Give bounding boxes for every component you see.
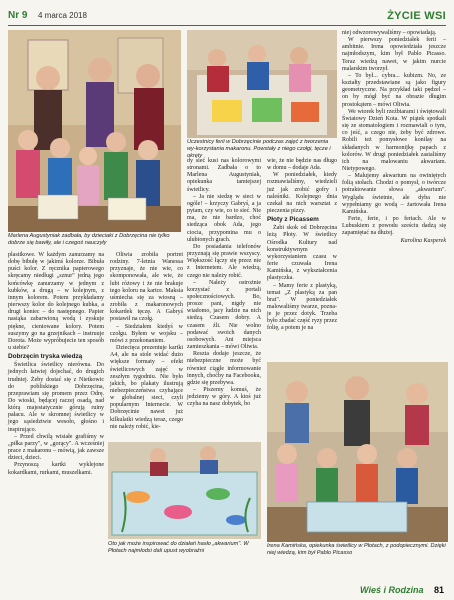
article-column-5 [342,30,446,360]
article-paragraph: W pierwszy poniedziałek ferii – ambitnie. Irena opowiedziała jeszcze najmłodszym, kim był Pablo Picasso. Teraz wiedzą nawet, w jakim nurcie malarskim tworzył. [342,37,446,72]
article-paragraph: Ferie, ferie, i po feriach. Ale w Lubuskiem z powodu sześciu dadzą się zapamiętać na dłużej. [342,216,446,237]
article-paragraph: W poniedziałek, kiedy rozmawialiśmy, wiedzieli już jak zrobić gofry i naleśniki. Kolejnego dnia czekał na nich warsztat z pieczenia pizzy. [267,172,337,215]
section-heading-dobrzecin: Dobrzęcin tryska wiedzą [8,353,83,361]
article-paragraph: We wtorek byli rzeźbiarami i świętowali Światowy Dzień Kota. W piątek spotkali się ze stomatologiem i rozmawiali o tym, co jeść, a czego nie, żeby być zdrowe. Robili też pomysłowe konilay na składanych w harmonijkę papach z kolorów. W drugi poniedziałek zastaliśmy ich na malowaniu akwariam. Nietypowego. [342,108,446,172]
article-paragraph: – Ja nie siedzę w sieci w ogóle! – krzyczy Gabryś, a ja pytam, czy wie, co to sieć. Nie ma, że nie bardzo, choć siedząca obok Ada, jego ciocia, przypomina mu o ulubionych grach. [187,193,261,243]
caption-photo-aquarium: Oto jak może inspirować do działań hasło „akwarium". W Płotach najmłodsi dali upust wyobraźni [108,541,249,554]
article-paragraph: – Przed chwilą wisiałe grafiśmy w „piłka parzy", w „gorący". A wcześniej prace z makaronu – mówią, jak zawsze dzieci, dzieci. [8,433,104,462]
photo-aquarium-painting [108,442,261,539]
article-paragraph: Dziecięca prezentuje kartki A4, ale na stole widać dużo większe formaty – efekt świetlicowych zajęć w zeszłym tygodniu. Nie było jakich, bo plakaty ilustrują niebezpieczeństwa czyhające w globalnej sieci, czyli popularnym Internecie. W Dobrzęcinie nawet już kilkulatki wiedzą teraz, czego nie należy robić, kie- [110,345,183,430]
photo-children-dobrzecin [8,30,181,232]
section-masthead: ŻYCIE WSI [387,10,446,22]
page-footer [360,585,444,595]
article-paragraph: – Należy ostrożnie korzystać z portali społecznościowych. Bo, prosze pani, nigdy nie wiadomo, jacy ludzie na nich siedzą. Czasem dobry. A czasem źli. Nie wolno podawać swoich danych osobowych. Ani miejsca zamieszkania – mówi Oliwia. [187,279,261,351]
caption-photo-pasta: Uczestnicy ferii w Dobrzęcinie podczas zajęć z tworzenia wy-korzystania makaronu. Powstały z niego czołgi, tęcze i okręty [187,139,331,159]
caption-photo-plot: Irena Kamińska, opiekunka świetlicy w Płotach, z podopiecznymi. Dzięki niej wiedzą, kim był Pablo Picasso [267,543,446,556]
article-paragraph: – Piszemy komuś, że jedziemy w góry. A ktoś już czyha na nasz dobytek, bo [187,387,261,408]
article-paragraph: – Malujemy akwarium na owiniętych folią stołach. Chodzi o pomysł, o twórcze potraktowanie słowa „akwarium". Wyglądu świetnie, ale dyba nie wypełniamy go wodą – żartowała Irena Kamińska. [342,173,446,215]
article-column-3 [187,158,261,438]
article-paragraph: Do posiadania telefonów przyznają się prawie wszyscy. Większość łączy się przez nie z Internetem. Ale wiedzą, czego nie należy robić. [187,243,261,279]
article-paragraph: dy sieć kusi nas kolorowymi stronami. Zadbała o to Marlena Augustyniak, opiekunka tamtejszej świetlicy. [187,158,261,193]
section-heading-ploty: Płoty z Picassem [267,216,319,224]
author-signature: Karolina Kasperek [400,237,446,244]
article-column-4 [267,158,337,358]
caption-photo-children: Marlena Augustyniak zadbała, by dzieciaki z Dobrzęcina nie tylko dobrze się bawiły, ale i czegoś nauczyły [8,233,170,246]
photo-pasta-crafts [187,30,337,138]
article-paragraph: plastikowe. W każdym zanurzamy na dobę bibułę w jakimś kolorze. Bibuła puści kolor. Z ręcznika papierowego skręcamy niedługi „sznur" jedną jego końcówkę zanurzamy w jednym z kubków, a drugą – w kolejnym, z innym kolorem. Potem przykładamy pierwszy kolor do kolejnego kubka, a drugi koniec – do następnego. Papier nasiąka zabarwioną wodą i zyskuje piękne, cieniowane kolory. Potem suszymy go na grzejnikach – instruuje Dorota. Może wypróbujecie ten sposób u siebie? [8,252,104,352]
photo-plot-group [267,362,448,542]
article-paragraph: Świetlica świetlicy nierówna. Do jednych łatwiej dojechać, do drugich trudniej. Żeby dostać się z Nietkowic do pobliskiego Dobrzęcina, przeprawiam się promem przez Odrę. Do wioski, będącej raczej osadą, nad którą majestatycznie górują ruiny pałacu. Ale w skromnej świetlicy w jego sąsiedztwie wesoło, głośno i inspirująco. [8,362,104,433]
magazine-title: Wieś i Rodzina [360,585,424,595]
article-paragraph: wie, że nie będzie nas długo w domu – dodaje Ada. [267,158,337,172]
article-paragraph: – Siedziałem kiedyś w czołgu. Byłem w wojsku – mówi z przekonaniem. [110,323,183,344]
header-rule [8,25,446,26]
page-header [8,10,446,24]
article-column-2 [110,252,183,438]
article-paragraph: niej odwzorowywaliśmy – opowiadają. [342,30,437,36]
article-paragraph: Przynoszą kartki wyklejone kokardkami, rurkami, muszelkami. [8,462,104,476]
article-paragraph: – Mamy ferie z plastyką, temat „Z plastyką za pan brat". W poniedziałek malowaliśmy twarze, pozna-je je przez dotyk. Trzeba było zbadać część ryzy przez folię, a potem je na [267,282,337,332]
issue-date: 4 marca 2018 [38,11,87,20]
article-column-1 [8,252,104,582]
article-paragraph: Oliwia zrobiła portret rodziny. 7-letnia Wanessa przyznaje, że nie wie, co skomponowała, ale wie, że lubi różowy i że nie brakuje tego koloru na kartce. Maksia uśmiecha się za wiosną – zrobiła z makaronowych kokardek tęczę. A Gabryś postawił na czołg. [110,252,183,323]
article-paragraph: – To był... cybra... kubizm. No, ze kształty przedstawiane są jako figury geometryczne. Na przykład taki pędzel – on by mógł być na obrazie długim prostokątem – mówi Oliwia. [342,72,446,108]
issue-number: Nr 9 [8,10,28,21]
page-number: 81 [433,585,444,595]
article-paragraph: Reszta dodaje jeszcze, że niebezpieczne może być również ciągłe informowanie innych, choćby na Facebooku, gdzie się przebywa. [187,351,261,386]
article-paragraph: Żabi skok od Dobrzęcina leżą Płoty. W świetlicy Ośrodka Kultury nad konstruktywnym wykorzystaniem czasu w ferie czuwała Irena Kamińska, z wykształcenia plastyczka. [267,225,337,282]
